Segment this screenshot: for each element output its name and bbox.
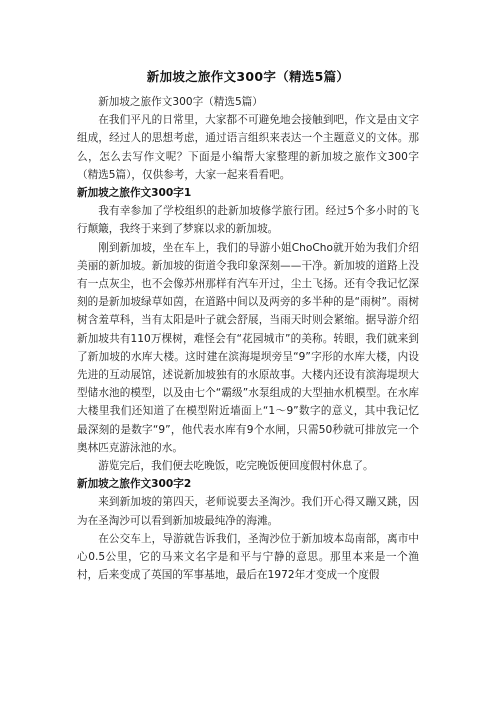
document-title: 新加坡之旅作文300字（精选5篇）	[146, 69, 350, 84]
document-body	[77, 93, 419, 584]
body-paragraph: 来到新加坡的第四天，老师说要去圣淘沙。我们开心得又蹦又跳，因为在圣淘沙可以看到新加坡最纯净的海滩。	[77, 496, 419, 527]
section-heading: 新加坡之旅作文300字1	[77, 187, 192, 200]
intro-paragraph: 在我们平凡的日常里，大家都不可避免地会接触到吧，作文是由文字组成，经过人的思想考虑，通过语言组织来表达一个主题意义的文体。那么，怎么去写作文呢？下面是小编帮大家整理的新加坡之旅作文300字（精选5篇），仅供参考，大家一起来看看吧。	[77, 114, 419, 181]
body-paragraph: 在公交车上，导游就告诉我们，圣淘沙位于新加坡本岛南部，离市中心0.5公里，它的马来文名字是和平与宁静的意思。那里本来是一个渔村，后来变成了英国的军事基地，最后在1972年才变成一个度假	[77, 532, 419, 582]
section-heading: 新加坡之旅作文300字2	[77, 478, 192, 491]
body-paragraph: 我有幸参加了学校组织的赴新加坡修学旅行团。经过5个多小时的飞行颠簸，我终于来到了梦寐以求的新加坡。	[77, 205, 419, 236]
intro-title: 新加坡之旅作文300字（精选5篇）	[98, 96, 263, 108]
body-paragraph: 刚到新加坡，坐在车上，我们的导游小姐ChoCho就开始为我们介绍美丽的新加坡。新加坡的街道令我印象深刻——干净。新加坡的道路上没有一点灰尘，也不会像苏州那样有汽车开过，尘土飞扬。还有令我记忆深刻的是新加坡绿草如茵，在道路中间以及两旁的多半种的是“雨树”。雨树树含羞草科，当有太阳是叶子就会舒展，当雨天时则会紧缩。据导游介绍新加坡共有110万棵树，难怪会有“花园城市”的美称。转眼，我们就来到了新加坡的水库大楼。这时建在滨海堤坝旁呈“9”字形的水库大楼，内设先进的互动展馆，述说新加坡独有的水原故事。大楼内还设有滨海堤坝大型储水池的模型，以及由七个“霸级”水泵组成的大型抽水机模型。在水库大楼里我们还知道了在模型附近墙面上“1～9”数字的意义，其中我记忆最深刻的是数字“9”，他代表水库有9个水闸，只需50秒就可排放完一个奥林匹克游泳池的水。	[77, 241, 419, 454]
body-paragraph: 游览完后，我们便去吃晚饭，吃完晚饭便回度假村休息了。	[98, 460, 374, 473]
